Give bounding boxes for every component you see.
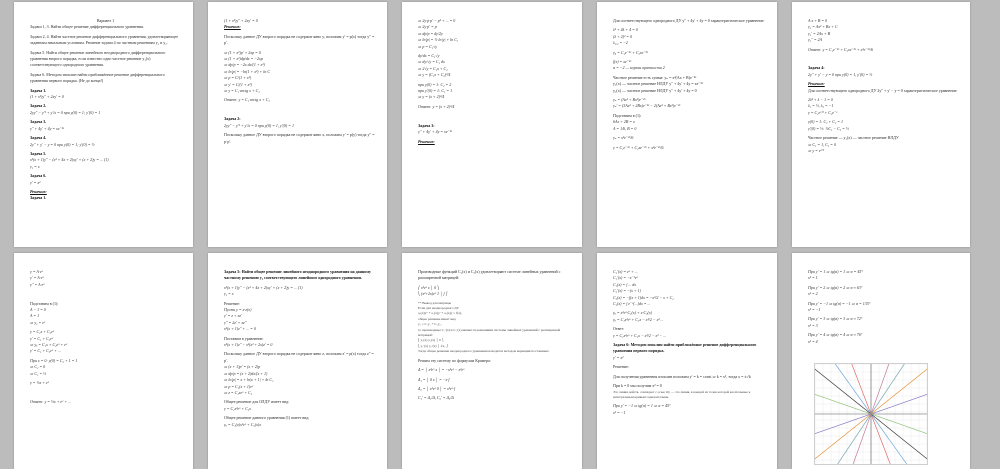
text-line: ⇒ C₁ = ½	[30, 370, 47, 376]
document-page-1	[14, 2, 193, 247]
document-page-10	[792, 253, 970, 469]
text-line: ⇒ 2y·p′ = p	[418, 24, 437, 30]
text-line: Подставим в (1):	[30, 300, 59, 306]
page-content	[613, 18, 765, 241]
text-line: Это линия действ. совпадает с осью Oy — это линия, в каждой из точек которой касательные к интегральным кривым горизонтальны.	[613, 389, 751, 399]
text-line: Решение:	[418, 138, 435, 144]
text-line: ⇒ 2y·p·p′ − p² + ... = 0	[418, 18, 456, 23]
text-line: dy/dx = C₁√y	[418, 53, 440, 59]
text-line: x² = −1	[808, 307, 821, 313]
text-line: ⇒ y = C₁·arctg x + C₂	[224, 88, 260, 94]
text-line: C₂′(x) = −(x + 1)	[613, 288, 641, 294]
text-line: A = 1/6, B = 0	[613, 125, 637, 131]
text-line: (1 + x²)y′′ + 2xy′ = 0	[30, 94, 64, 100]
text-line: Ответ: y = (x + 2)²/4	[418, 103, 455, 109]
text-line: При k = 0 мы получим x² = 0	[613, 383, 662, 389]
text-line: λ₁,₂ = −2	[613, 40, 628, 46]
text-line: Ответ: y = C₁e⁻²ˣ + C₂xe⁻²ˣ + x³e⁻²ˣ/6	[808, 46, 873, 52]
text-line: Решение:	[224, 300, 240, 306]
text-line: Тогда общее решение неоднородного уравнения находится методом вариации постоянных.	[418, 349, 550, 354]
text-line: Задача 2:	[224, 116, 241, 122]
text-line: Пусть y = x·z(x)	[224, 307, 252, 313]
text-line: Δ₁ = │ 0 x │ = −x·f	[418, 376, 450, 382]
text-line: C₁′(x) = −x⁻¹eˣ	[613, 275, 638, 281]
document-page-8	[402, 253, 582, 469]
text-line: yₙ = x³e⁻²ˣ/6	[613, 135, 634, 141]
text-line: ⇒ 2√y = C₁x + C₂	[418, 65, 448, 71]
text-line: ⇒ ln|p| = x + ln|x + 1| + ln C₁	[224, 377, 274, 383]
text-line: ⇒ y′ = C/(1 + x²)	[224, 81, 252, 87]
text-line: y₁ = x	[224, 291, 234, 297]
text-line: ⇒ dp/p = −2x dx/(1 + x²)	[224, 62, 265, 68]
text-line: ⇒ (1 + x²)dp/dx = −2xp	[224, 56, 263, 62]
text-line: при y(0) = 1: C₂ = 2	[418, 81, 452, 87]
text-line: ⇒ ln|p| = −ln(1 + x²) + ln C	[224, 68, 270, 74]
text-line: Задача 5.	[30, 150, 47, 156]
document-page-2	[208, 2, 387, 247]
text-line: Поскольку данное ДУ второго порядка не содержит явно z, положим z′ = p(x) тогда z′′ = p′.	[224, 351, 374, 363]
text-line: Производные функций C₁(x) и C₂(x) удовлетворяют системе линейных уравнений с расширенной матрицей:	[418, 269, 561, 281]
text-line: C₁(x) = ∫ e⁻ˣ(...)dx = ...	[613, 301, 651, 307]
text-line: y = C₁x + C₂eˣ	[30, 329, 54, 335]
text-line: ⇒ y₁ = eˣ	[30, 319, 46, 325]
text-line: y′′ = A·eˣ	[30, 281, 45, 287]
text-line: y′′ + 4y′ + 4y = xe⁻²ˣ	[30, 125, 65, 131]
page-content	[224, 269, 375, 463]
text-line: y′′ = 2z′ + xz′′	[224, 319, 247, 325]
text-line: y(0) = 1: C₁ + C₂ = 1	[808, 119, 843, 125]
text-line: y′ = z + xz′	[224, 313, 242, 319]
text-line: Задачи 2, 4. Найти частное решение дифференциального уравнения, удовлетворяющее заданным начальным условиям. Решение задачи 4 по частным решениям y₁ и y₂.	[30, 33, 179, 46]
document-page-4	[597, 2, 777, 247]
text-line: y′(0) = ½: ½C₁ − C₂ = ½	[808, 125, 849, 131]
text-line: Δ = │ x²eˣ x │ = −x³eˣ − x²eˣ	[418, 367, 465, 373]
text-line: x² = 3	[808, 322, 818, 328]
text-line: x³(x + 1)z′′ + ... = 0	[224, 326, 256, 332]
document-page-3	[402, 2, 582, 247]
text-line: Решим эту систему по формулам Крамера:	[418, 357, 491, 363]
document-page-9	[597, 253, 777, 469]
text-line: y = C₁x²eˣ + C₂x − x³/2 − x² − ...	[613, 332, 667, 338]
text-line	[224, 107, 375, 113]
text-line: y′ = C₁ + C₂eˣ + ...	[30, 348, 61, 354]
text-line: A = 1	[30, 313, 40, 319]
text-line: x³(x + 1)z′′ − x²(x² + 2x)z′ = 0	[224, 342, 273, 348]
text-line: Задачи 1, 3. Найти общее решение дифференциального уравнения.	[30, 24, 144, 30]
text-line: При x = 0: y(0) = C₂ + 1 = 1	[30, 357, 78, 363]
text-line: Задача 3.	[30, 119, 47, 125]
text-line: y₀ = C₁y₁ + C₂y₂,	[418, 322, 442, 327]
text-line: ⇒ p = C/(1 + x²)	[224, 75, 252, 81]
text-line: ⎛ x²eˣ x │ 0 ⎞	[418, 284, 440, 290]
text-line: Общее решение для ОЛДУ имеет вид:	[224, 399, 290, 405]
text-line: y = ½x + eˣ	[30, 380, 49, 386]
text-line: ⎝ (x²+2x)eˣ 1 │ f ⎠	[418, 291, 448, 297]
text-line: Решение:	[224, 24, 241, 30]
text-line: Подставим в (1):	[613, 112, 642, 118]
text-line: 2y′′ + y′ − y = 0 при y(0) = 1, y′(0) = ½	[808, 71, 873, 77]
page-content	[808, 18, 958, 241]
text-line: ⇒ z = C₁xeˣ + C₂	[224, 389, 253, 395]
text-line: При y′ = 4 ⇒ tg(α) = 4 ⇒ α ≈ 76°	[808, 332, 863, 338]
text-line: Задача 1.	[30, 87, 47, 93]
text-line: ⇒ dp/p = dy/2y	[418, 30, 443, 36]
text-line: Ответ: y = C₁·arctg x + C₂	[224, 97, 270, 103]
document-page-5	[792, 2, 970, 247]
text-line: λ₁ = ½, λ₂ = −1	[808, 103, 834, 109]
text-line: C₁′ = Δ₁/Δ, C₂′ = Δ₂/Δ	[418, 395, 454, 401]
text-line: при y′(0) = 1: C₁ = 1	[418, 88, 453, 94]
text-line: Решение:	[613, 364, 629, 370]
text-line: (1 + x²)y′′ + 2xy′ = 0	[224, 18, 258, 23]
text-line: Ответ:	[613, 326, 625, 332]
text-line	[30, 390, 181, 396]
text-line: ⇒ y = (C₁x + C₂)²/4	[418, 72, 451, 78]
text-line: λ² + 4λ + 4 = 0	[613, 27, 638, 33]
text-line: Если для неоднородного ДУ	[418, 306, 460, 311]
text-line: При y′ = 2 ⇒ tg(α) = 2 ⇒ α ≈ 63°	[808, 284, 863, 290]
text-line: Решение:	[30, 188, 47, 194]
document-page-6	[14, 253, 193, 469]
text-line: Решение:	[808, 81, 825, 87]
text-line: Частное решение есть сумма: yₙ = x²(Ax + B)e⁻²ˣ	[613, 74, 697, 80]
text-line: Для получения уравнения изоклин положим y′ = k = const ⇒ k = x², тогда x = ±√k	[613, 373, 751, 379]
text-line: ⇒ yₒ = C₁x + C₂eˣ + eˣ	[30, 342, 68, 348]
text-line: Задача 6.	[30, 173, 47, 179]
text-line	[808, 56, 958, 62]
text-line: Задача 5: Найти общее решение линейного неоднородного уравнения на данному частному решению y₁ соответствующего линейного однородного уравнения.	[224, 269, 371, 281]
text-line: A − 1 = 0	[30, 307, 46, 313]
text-line: y′ = x²	[613, 354, 624, 360]
text-line: x² = −1	[613, 409, 626, 415]
text-line: ⇒ (x + 1)p′ = (x + 2)p	[224, 364, 261, 370]
text-line: x² = 2	[808, 291, 818, 297]
text-line: При y′ = 1 ⇒ tg(α) = 1 ⇒ α = 45°	[808, 269, 863, 274]
text-line: общее решение имеет вид	[418, 316, 456, 321]
isocline-graph	[814, 363, 928, 465]
page-content	[613, 269, 765, 463]
text-line: Поскольку данное ДУ второго порядка не содержит явно x, положим y′ = p(y) тогда y′′ = p·p′.	[224, 132, 375, 144]
text-line: При y′ = 3 ⇒ tg(α) = 3 ⇒ α ≈ 72°	[808, 316, 863, 322]
text-line: y = C₁eˣ′² + C₂e⁻ˣ	[808, 109, 838, 115]
text-line: C₁′(x) = eˣ + ...	[613, 269, 638, 274]
text-line: Задача 5. Найти общее решение линейного неоднородного дифференциального уравнения второго порядка, если известно одно частное решение y₁(x) соответствующего однородного уравнения.	[30, 49, 166, 68]
text-line: y = C₁e⁻²ˣ + C₂xe⁻²ˣ + x³e⁻²ˣ/6	[613, 144, 664, 150]
text-line: При y′ = −1 ⇒ tg(α) = 1 ⇒ α = 45°	[613, 403, 671, 409]
text-line: Частное решение — y₁(x) — частное решение НЛДУ	[808, 135, 899, 141]
page-content	[418, 269, 570, 463]
text-line: ⇒ dp/p = (x + 2)dx/(x + 1)	[224, 370, 268, 376]
text-line: y′′ + 4y′ + 4y = xe⁻²ˣ	[418, 129, 453, 135]
text-line: y₁(x) — частное решение НЛДУ y′′ + 4y′ + 4y = xe⁻²ˣ	[613, 81, 703, 87]
text-line: yₒ = C₁(x)x²eˣ + C₂(x)x	[224, 421, 261, 427]
text-line: yₒ = x²eˣ·C₁(x) + x·C₂(x)	[613, 310, 652, 316]
text-line: Задача 4:	[808, 65, 825, 71]
text-line: y₁′′ = 2A	[808, 37, 823, 43]
page-content	[30, 269, 181, 463]
text-line: 6Ax + 2B = x	[613, 119, 635, 125]
isocline-plot	[815, 364, 927, 464]
text-line: f(x) = xe⁻²ˣ	[613, 59, 632, 65]
text-line: Для соответствующего однородного ДУ 2y′′ + y′ − y = 0 характеристическое уравнение:	[808, 87, 958, 93]
text-line: (λ + 2)² = 0	[613, 33, 632, 39]
text-line: y′ = C₁ + C₂eˣ	[30, 335, 54, 341]
text-line	[418, 113, 570, 119]
text-line: y₁′ = 2Ax + B	[808, 30, 831, 36]
text-line: то производные C₁′(x) и C₂′(x) являются решениями системы линейных уравнений с расширенной матрицей:	[418, 327, 561, 338]
text-line: ⎝ y₁′(x) y₂′(x) │ f/a₀ ⎠	[418, 343, 448, 348]
text-line: x² = 1	[808, 275, 818, 281]
text-line: ⇒ p = C₁√y	[418, 43, 438, 49]
text-line: 2y′′ + y′ − y = 0 при y(0) = 1; y′(0) = ½	[30, 141, 95, 147]
text-line: Вариант 1	[96, 18, 115, 23]
text-line: Задача 4.	[30, 135, 47, 141]
text-line: y₀ = C₁e⁻²ˣ + C₂xe⁻²ˣ	[613, 49, 648, 55]
text-line: x² = 4	[808, 338, 818, 344]
text-line: C₂(x) = −∫(x + 1)dx = −x²/2 − x + C₂	[613, 294, 674, 300]
text-line: Поставим в уравнение:	[224, 335, 264, 341]
text-line: y = A·eˣ	[30, 269, 43, 274]
text-line: ⎛ y₁(x) y₂(x) │ 0 ⎞	[418, 338, 444, 343]
text-line: ⇒ y = eˣ′²	[808, 147, 824, 153]
page-content	[418, 18, 570, 241]
text-line: ⇒ C₁ = 1, C₂ = 0	[808, 141, 836, 147]
text-line: y₁ = Ax² + Bx + C	[808, 24, 838, 30]
page-content	[30, 18, 181, 241]
text-line: yₙ = (Ax³ + Bx²)e⁻²ˣ	[613, 97, 646, 103]
text-line: ⇒ dy/√y = C₁ dx	[418, 59, 445, 65]
text-line: Задача 6: Методом изоклин найти приближённое решение дифференциального уравнения первого порядка.	[613, 342, 757, 354]
text-line: x²(x + 1)y′′ − (x² + 4x + 2)xy′ + (x + 2)y = ... (1)	[224, 284, 303, 290]
text-line: Поскольку данное ДУ второго порядка не содержит явно y, положим y′ = p(x) тогда y′′ = p′.	[224, 33, 375, 46]
text-line: ⇒ (1 + x²)p′ + 2xp = 0	[224, 49, 261, 55]
text-line: yₙ′ = (3Ax² + 2Bx)e⁻²ˣ − 2(Ax³ + Bx²)e⁻²ˣ	[613, 103, 681, 109]
text-line: Задача 2.	[30, 103, 47, 109]
text-line: y₁ = x	[30, 163, 40, 169]
text-line: x²(x + 1)y′′ − (x² + 4x + 2)xy′ + (x + 2)y = ... (1)	[30, 157, 109, 163]
text-line: Общее решение данного уравнения (1) имеет вид:	[224, 415, 310, 421]
text-line: Задача 1.	[30, 195, 47, 201]
text-line: y′ = A·eˣ	[30, 275, 44, 281]
text-line: Задача 3:	[418, 122, 435, 128]
text-line: yₒ = C₁x²eˣ + C₂x − x³/2 − x² ...	[613, 316, 664, 322]
text-line: Для соответствующего однородного ДУ y′′ + 4y′ + 4y = 0 характеристическое уравнение:	[613, 18, 765, 23]
document-page-7	[208, 253, 387, 469]
text-line: 2yy′′ − y′² + y′/x = 0 при y(0) = 1; y′(0) = 1	[30, 109, 101, 115]
text-line: α = −2 — корень кратности 2	[613, 65, 665, 71]
text-line	[30, 291, 181, 297]
text-line: ⇒ y = (x + 2)²/4	[418, 94, 445, 100]
text-line: 2λ² + λ − 1 = 0	[808, 97, 833, 103]
text-line: ⇒ C₂ = 0	[30, 364, 46, 370]
text-line: Δ₂ = │ x²eˣ 0 │ = x²eˣ·f	[418, 385, 455, 391]
text-line: a₀(x)y′′ + a₁(x)y′ + a₂(x)y = f(x),	[418, 311, 462, 316]
page-content	[224, 18, 375, 241]
text-line: A·x + B = 0	[808, 18, 828, 23]
text-line: Задача 6. Методом изоклин найти приближённое решение дифференциального уравнения первого порядка. (Не до конца!)	[30, 71, 165, 84]
text-line: ⇒ p = C₁(x + 1)eˣ	[224, 383, 254, 389]
text-line: y′ = x²	[30, 179, 41, 185]
text-line: 2yy′′ − y′² + y′/x = 0 при y(0) = 1, y′(0) = 1	[224, 122, 294, 128]
text-line: При y′ = −1 ⇒ tg(α) = −1 ⇒ α = 135°	[808, 300, 871, 306]
text-line: ⇒ ln|p| = ½ ln|y| + ln C₁	[418, 37, 459, 43]
text-line: y = C₁x²eˣ + C₂x	[224, 405, 251, 411]
text-line: C₁(x) = ∫ ... dx	[613, 281, 637, 287]
text-line: ** Вывод для матрицы	[418, 300, 452, 305]
text-line: Ответ: y = ½x + eˣ + ...	[30, 398, 72, 404]
text-line: y₂(x) — частное решение НЛДУ y′′ + 4y′ + 4y = 0	[613, 87, 697, 93]
